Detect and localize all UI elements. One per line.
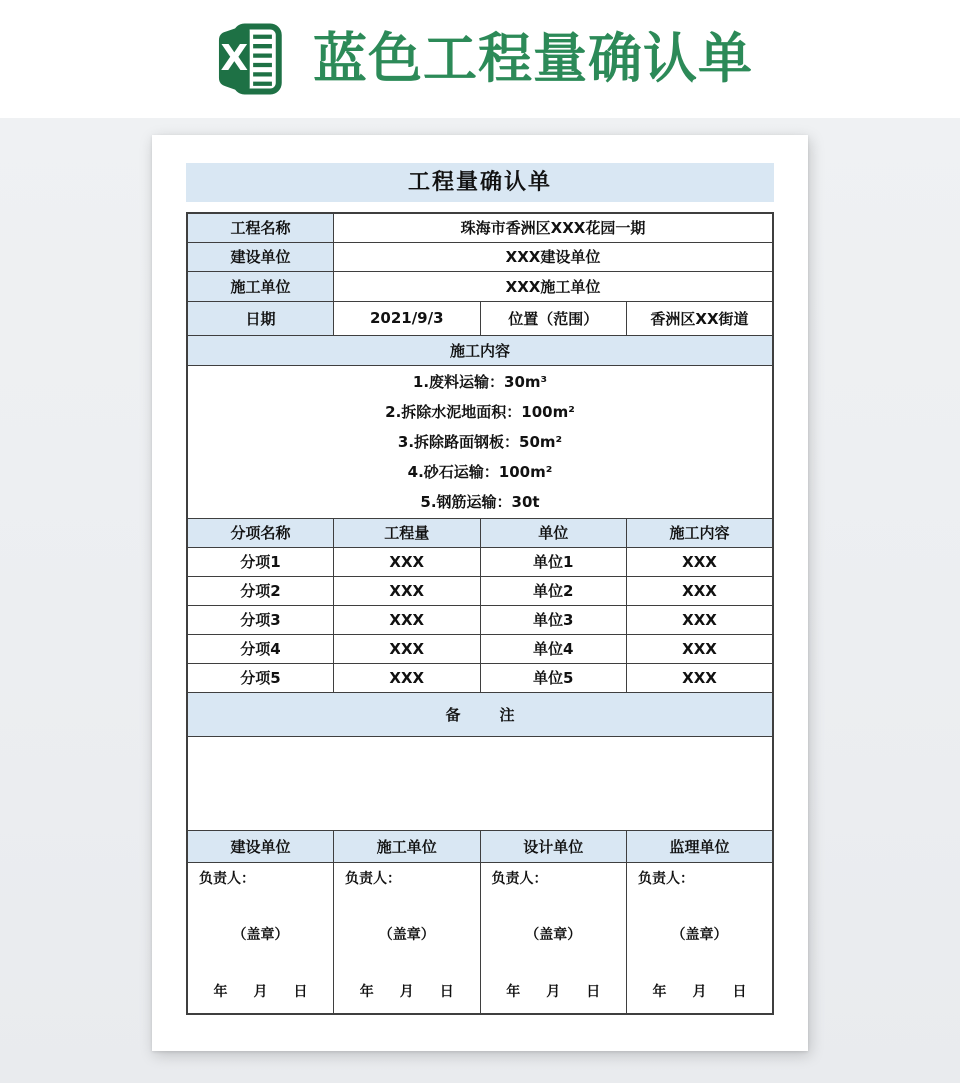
construction-content-row bbox=[187, 365, 773, 518]
construction-content-header-row bbox=[187, 335, 773, 365]
signature-cell-owner bbox=[187, 862, 334, 1014]
item-content: XXX bbox=[627, 634, 774, 663]
content-item-4: 4.砂石运输：100m² bbox=[407, 462, 553, 481]
seal-label: （盖章） bbox=[232, 927, 289, 943]
date-label: 日期 bbox=[187, 301, 334, 335]
confirmation-table bbox=[186, 212, 774, 1015]
responsible-label: 负责人： bbox=[345, 870, 401, 887]
item-content: XXX bbox=[627, 663, 774, 692]
document-card bbox=[152, 135, 808, 1051]
content-item-5: 5.钢筋运输：30t bbox=[420, 492, 540, 511]
location-label: 位置（范围） bbox=[480, 301, 627, 335]
preview-background bbox=[0, 118, 960, 1083]
items-header-quantity: 工程量 bbox=[334, 518, 481, 547]
signature-header-row bbox=[187, 830, 773, 862]
seal-label: （盖章） bbox=[378, 927, 435, 943]
item-quantity: XXX bbox=[334, 576, 481, 605]
signature-cell-designer bbox=[480, 862, 627, 1014]
item-quantity: XXX bbox=[334, 634, 481, 663]
seal-label: （盖章） bbox=[525, 927, 582, 943]
remarks-row bbox=[187, 736, 773, 830]
page-title: 蓝色工程量确认单 bbox=[313, 27, 753, 90]
signature-cell-contractor bbox=[334, 862, 481, 1014]
info-row-project bbox=[187, 213, 773, 242]
item-content: XXX bbox=[627, 605, 774, 634]
remarks-header-row bbox=[187, 692, 773, 736]
item-row-3 bbox=[187, 605, 773, 634]
item-content: XXX bbox=[627, 576, 774, 605]
date-line: 年 月 日 bbox=[359, 983, 460, 1000]
signature-box bbox=[631, 863, 768, 1013]
items-header-unit: 单位 bbox=[480, 518, 627, 547]
content-item-2: 2.拆除水泥地面积：100m² bbox=[385, 402, 575, 421]
item-unit: 单位3 bbox=[480, 605, 627, 634]
signature-row bbox=[187, 862, 773, 1014]
signature-box bbox=[192, 863, 329, 1013]
signature-header-supervisor: 监理单位 bbox=[627, 830, 774, 862]
items-header-row bbox=[187, 518, 773, 547]
item-name: 分项4 bbox=[187, 634, 334, 663]
responsible-label: 负责人： bbox=[638, 870, 694, 887]
signature-header-contractor: 施工单位 bbox=[334, 830, 481, 862]
items-header-content: 施工内容 bbox=[627, 518, 774, 547]
signature-header-designer: 设计单位 bbox=[480, 830, 627, 862]
item-unit: 单位5 bbox=[480, 663, 627, 692]
item-row-5 bbox=[187, 663, 773, 692]
date-value: 2021/9/3 bbox=[334, 301, 481, 335]
date-line: 年 月 日 bbox=[652, 983, 753, 1000]
item-name: 分项5 bbox=[187, 663, 334, 692]
seal-label: （盖章） bbox=[671, 927, 728, 943]
remarks-header: 备 注 bbox=[187, 692, 773, 736]
info-row-contractor bbox=[187, 271, 773, 301]
contractor-unit-value: XXX施工单位 bbox=[334, 271, 774, 301]
remarks-area bbox=[187, 736, 773, 830]
item-row-4 bbox=[187, 634, 773, 663]
item-unit: 单位2 bbox=[480, 576, 627, 605]
item-unit: 单位4 bbox=[480, 634, 627, 663]
content-item-3: 3.拆除路面钢板：50m² bbox=[397, 432, 563, 451]
responsible-label: 负责人： bbox=[491, 870, 548, 887]
responsible-label: 负责人： bbox=[199, 870, 255, 887]
owner-unit-label: 建设单位 bbox=[187, 242, 334, 271]
signature-header-owner: 建设单位 bbox=[187, 830, 334, 862]
date-location-row bbox=[187, 301, 773, 335]
item-row-1 bbox=[187, 547, 773, 576]
item-row-2 bbox=[187, 576, 773, 605]
signature-box bbox=[338, 863, 476, 1013]
project-name-label: 工程名称 bbox=[187, 213, 334, 242]
signature-box bbox=[485, 863, 623, 1013]
item-content: XXX bbox=[627, 547, 774, 576]
page-header bbox=[0, 0, 960, 118]
item-quantity: XXX bbox=[334, 547, 481, 576]
item-name: 分项2 bbox=[187, 576, 334, 605]
project-name-value: 珠海市香洲区XXX花园一期 bbox=[334, 213, 774, 242]
signature-cell-supervisor bbox=[627, 862, 774, 1014]
item-quantity: XXX bbox=[334, 605, 481, 634]
document-title: 工程量确认单 bbox=[186, 163, 774, 202]
construction-content-header: 施工内容 bbox=[187, 335, 773, 365]
item-name: 分项1 bbox=[187, 547, 334, 576]
info-row-owner bbox=[187, 242, 773, 271]
excel-icon bbox=[207, 18, 289, 100]
item-name: 分项3 bbox=[187, 605, 334, 634]
content-item-1: 1.废料运输：30m³ bbox=[412, 372, 548, 391]
contractor-unit-label: 施工单位 bbox=[187, 271, 334, 301]
item-unit: 单位1 bbox=[480, 547, 627, 576]
items-header-name: 分项名称 bbox=[187, 518, 334, 547]
owner-unit-value: XXX建设单位 bbox=[334, 242, 774, 271]
svg-text:X: X bbox=[220, 38, 249, 80]
date-line: 年 月 日 bbox=[213, 983, 314, 1000]
construction-content-list bbox=[187, 365, 773, 518]
location-value: 香洲区XX街道 bbox=[627, 301, 774, 335]
item-quantity: XXX bbox=[334, 663, 481, 692]
date-line: 年 月 日 bbox=[506, 983, 607, 1000]
